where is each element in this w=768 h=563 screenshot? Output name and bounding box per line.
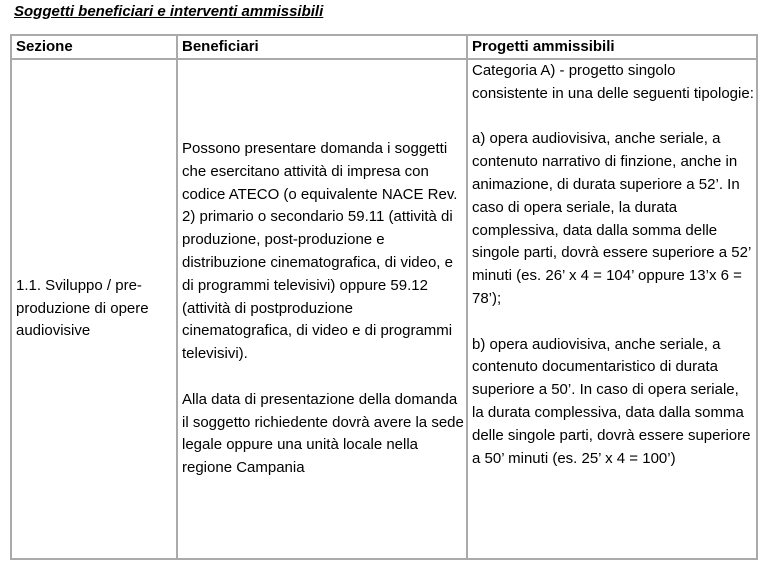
progetti-intro: Categoria A) - progetto singolo consistente in una delle seguenti tipologie:: [472, 62, 754, 102]
beneficiari-paragraph-2: Alla data di presentazione della domanda il soggetto richiedente dovrà avere la sede legale oppure una unità locale nella regione Campania: [182, 390, 464, 477]
cell-sezione: [11, 59, 177, 559]
progetti-item-b: b) opera audiovisiva, anche seriale, a contenuto documentaristico di durata superiore a 50’. In caso di opera seriale, la durata complessiva, data dalla somma delle singole parti, dovrà essere superiore a 50’ minuti (es. 25’ x 4 = 100’): [472, 335, 751, 467]
beneficiaries-table: [10, 34, 758, 560]
document-title: Soggetti beneficiari e interventi ammissibili: [14, 3, 324, 20]
header-beneficiari: Beneficiari: [177, 35, 467, 59]
section-label: 1.1. Sviluppo / pre-produzione di opere audiovisive: [16, 276, 149, 340]
cell-progetti-ammissibili: [467, 59, 757, 559]
beneficiari-paragraph-1: Possono presentare domanda i soggetti che esercitano attività di impresa con codice ATECO (o equivalente NACE Rev. 2) primario o secondario 59.11 (attività di produzione, post-produzione e distribuzione cinematografica, di video, e di programmi televisivi) oppure 59.12 (attività di postproduzione cinematografica, di video e di programmi televisivi).: [182, 140, 458, 363]
table-header-row: [11, 35, 757, 59]
table-row: [11, 59, 757, 559]
progetti-item-a: a) opera audiovisiva, anche seriale, a contenuto narrativo di finzione, anche in animazione, di durata superiore a 52’. In caso di opera seriale, la durata complessiva, data dalla somma delle singole parti, dovrà essere superiore a 52’ minuti (es. 26’ x 4 = 104’ oppure 13’x 6 = 78’);: [472, 130, 751, 307]
cell-beneficiari: [177, 59, 467, 559]
header-sezione: Sezione: [11, 35, 177, 59]
header-progetti-ammissibili: Progetti ammissibili: [467, 35, 757, 59]
